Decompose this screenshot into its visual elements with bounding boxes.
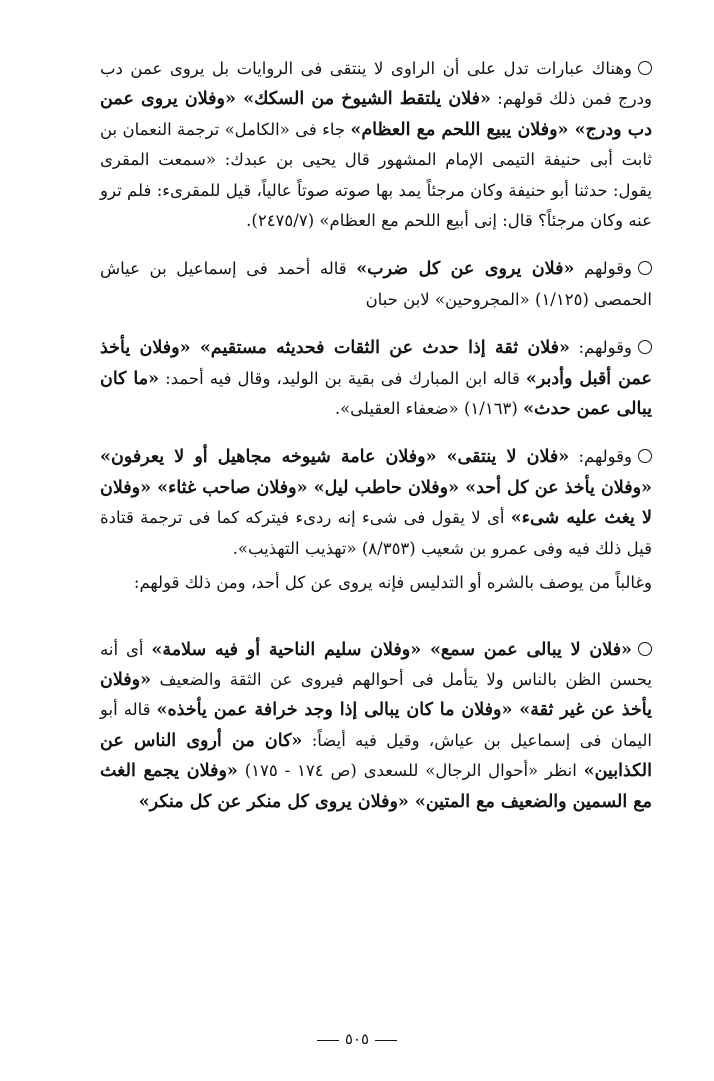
circle-bullet-icon <box>638 642 652 656</box>
circle-bullet-icon <box>638 61 652 75</box>
body-text: قاله أبو اليمان فى إسماعيل بن عياش، وقيل فيه أيضاً: <box>100 700 652 750</box>
paragraph-2 <box>100 254 652 315</box>
page-number <box>0 1030 714 1048</box>
body-text: (١/١٦٣) «ضعفاء العقيلى». <box>334 399 524 419</box>
body-text: وغالباً من يوصف بالشره أو التدليس فإنه يروى عن كل أحد، ومن ذلك قولهم: <box>133 573 652 593</box>
body-text: وقولهم <box>574 259 632 279</box>
quoted-term: «فلان ثقة إذا حدث عن الثقات فحديثه مستقيم» «وفلان يأخذ عمن أقبل وأدبر» <box>100 338 652 389</box>
quoted-term: «وفلان يأخذ عن غير ثقة» «وفلان ما كان يبالى إذا وجد خرافة عمن يأخذه» <box>100 669 652 721</box>
body-text: انظر «أحوال الرجال» للسعدى (ص ١٧٤ - ١٧٥) <box>237 761 584 781</box>
folio-dash-right <box>317 1040 339 1041</box>
quoted-term: «كان من أروى الناس عن الكذابين» <box>100 730 652 782</box>
circle-bullet-icon <box>638 261 652 275</box>
body-text: أى لا يقول فى شىء إنه ردىء فيتركه كما فى ترجمة قتادة قيل ذلك فيه وفى عمرو بن شعيب (٨/٣٥٣) «تهذيب التهذيب». <box>100 508 652 558</box>
paragraph-6 <box>100 635 652 817</box>
circle-bullet-icon <box>638 340 652 354</box>
paragraph-1 <box>100 54 652 236</box>
page-body <box>100 54 652 817</box>
body-text: قاله ابن المبارك فى بقية بن الوليد، وقال فيه أحمد: <box>159 368 526 388</box>
body-text: وقولهم: <box>569 338 632 358</box>
body-text: وهناك عبارات تدل على أن الراوى لا ينتقى فى الروايات بل يروى عمن دب ودرج فمن ذلك قولهم: <box>100 59 652 109</box>
quoted-term: «فلان لا ينتقى» «وفلان عامة شيوخه مجاهيل أو لا يعرفون» «وفلان يأخذ عن كل أحد» «وفلان حاطب ليل» «وفلان صاحب غثاء» «وفلان لا يغث عليه شىء» <box>100 447 653 529</box>
body-text: وقولهم: <box>569 447 632 467</box>
folio-dash-left <box>375 1040 397 1041</box>
paragraph-3 <box>100 333 652 424</box>
page-number-text: ٥٠٥ <box>344 1030 370 1048</box>
body-text: أى أنه يحسن الظن بالناس ولا يتأمل فى أحوالهم فيروى عن الثقة والضعيف <box>100 639 652 689</box>
quoted-term: «ما كان يبالى عمن حدث» <box>100 368 652 420</box>
quoted-term: «فلان يلتقط الشيوخ من السكك» «وفلان يروى عمن دب ودرج» «وفلان يبيع اللحم مع العظام» <box>100 89 652 140</box>
paragraph-5 <box>100 568 652 598</box>
quoted-term: «فلان لا يبالى عمن سمع» «وفلان سليم الناحية أو فيه سلامة» <box>151 639 632 660</box>
quoted-term: «وفلان يجمع الغث مع السمين والضعيف مع المتين» «وفلان يروى كل منكر عن كل منكر» <box>100 761 652 812</box>
quoted-term: «فلان يروى عن كل ضرب» <box>356 259 575 280</box>
paragraph-4 <box>100 442 652 564</box>
body-text: قاله أحمد فى إسماعيل بن عياش الحمصى (١/١٢٥) «المجروحين» لابن حبان <box>100 259 652 309</box>
circle-bullet-icon <box>638 449 652 463</box>
body-text: جاء فى «الكامل» ترجمة النعمان بن ثابت أبى حنيفة التيمى الإمام المشهور قال يحيى بن عبدك: «سمعت المقرى يقول: حدثنا أبو حنيفة وكان مرجئاً يمد بها صوته صوتاً عالياً، قيل للمقرىء: فلم ترو عنه وكان مرجئاً؟ قال: إنى أبيع اللحم مع العظام» (٢٤٧٥/٧). <box>100 119 652 231</box>
